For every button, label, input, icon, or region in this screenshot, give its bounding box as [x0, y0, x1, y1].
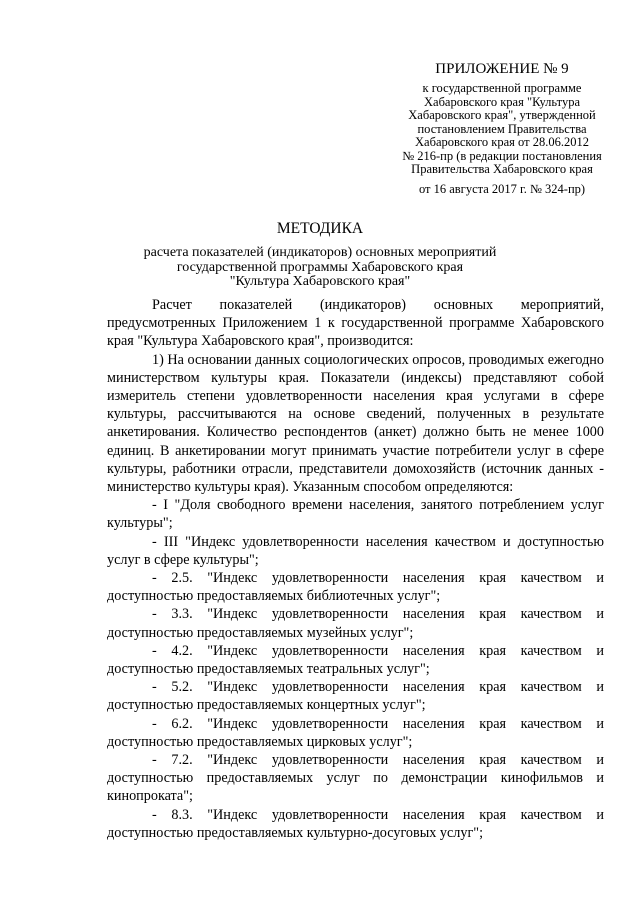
document-subtitle-line: расчета показателей (индикаторов) основных мероприятий	[143, 245, 497, 260]
appendix-date-line: от 16 августа 2017 г. № 324-пр)	[418, 181, 586, 196]
indicator-item: - I "Доля свободного времени населения, занятого потреблением услуг культуры";	[107, 497, 604, 532]
document-subtitle-line: "Культура Хабаровского края"	[229, 274, 411, 289]
appendix-line: Хабаровского края", утвержденной	[408, 108, 596, 122]
document-body	[107, 296, 604, 842]
appendix-line: Хабаровского края от 28.06.2012	[415, 135, 589, 149]
indicator-item: - III "Индекс удовлетворенности населения качеством и доступностью услуг в сфере культуры";	[107, 533, 604, 568]
indicator-item: - 2.5. "Индекс удовлетворенности населения края качеством и доступностью предоставляемых библиотечных услуг";	[107, 570, 604, 605]
appendix-line: № 216-пр (в редакции постановления	[402, 148, 602, 163]
appendix-line: Хабаровского края "Культура	[424, 94, 580, 109]
document-subtitle-line: государственной программы Хабаровского края	[176, 259, 464, 275]
appendix-block	[392, 60, 612, 196]
indicator-item: - 6.2. "Индекс удовлетворенности населения края качеством и доступностью предоставляемых цирковых услуг";	[107, 715, 604, 750]
indicator-item: - 7.2. "Индекс удовлетворенности населения края качеством и доступностью предоставляемых услуг по демонстрации кинофильмов и кинопроката";	[107, 752, 604, 805]
document-heading	[110, 220, 530, 290]
appendix-title: ПРИЛОЖЕНИЕ № 9	[435, 61, 569, 77]
point-1-paragraph: 1) На основании данных социологических опросов, проводимых ежегодно министерством культуры края. Показатели (индексы) представляют собой измеритель степени удовлетворенности населения края услугами в сфере культуры, рассчитываются на основе сведений, полученных в результате анкетирования. Количество респондентов (анкет) должно быть не менее 1000 единиц. В анкетировании могут принимать участие потребители услуг в сфере культуры, работники отрасли, представители домохозяйств (источник данных - министерство культуры края). Указанным способом определяются:	[107, 351, 604, 496]
appendix-line: постановлением Правительства	[417, 121, 587, 136]
indicator-item: - 4.2. "Индекс удовлетворенности населения края качеством и доступностью предоставляемых театральных услуг";	[107, 642, 604, 678]
indicator-item: - 3.3. "Индекс удовлетворенности населения края качеством и доступностью предоставляемых музейных услуг";	[107, 606, 604, 641]
intro-paragraph: Расчет показателей (индикаторов) основных мероприятий, предусмотренных Приложением 1 к государственной программе Хабаровского края "Культура Хабаровского края", производится:	[107, 297, 604, 350]
document-title: МЕТОДИКА	[276, 220, 364, 237]
appendix-line: к государственной программе	[422, 81, 582, 95]
appendix-line: Правительства Хабаровского края	[411, 162, 593, 176]
indicator-item: - 5.2. "Индекс удовлетворенности населения края качеством и доступностью предоставляемых концертных услуг";	[107, 679, 604, 714]
indicator-item: - 8.3. "Индекс удовлетворенности населения края качеством и доступностью предоставляемых культурно-досуговых услуг";	[107, 806, 604, 841]
